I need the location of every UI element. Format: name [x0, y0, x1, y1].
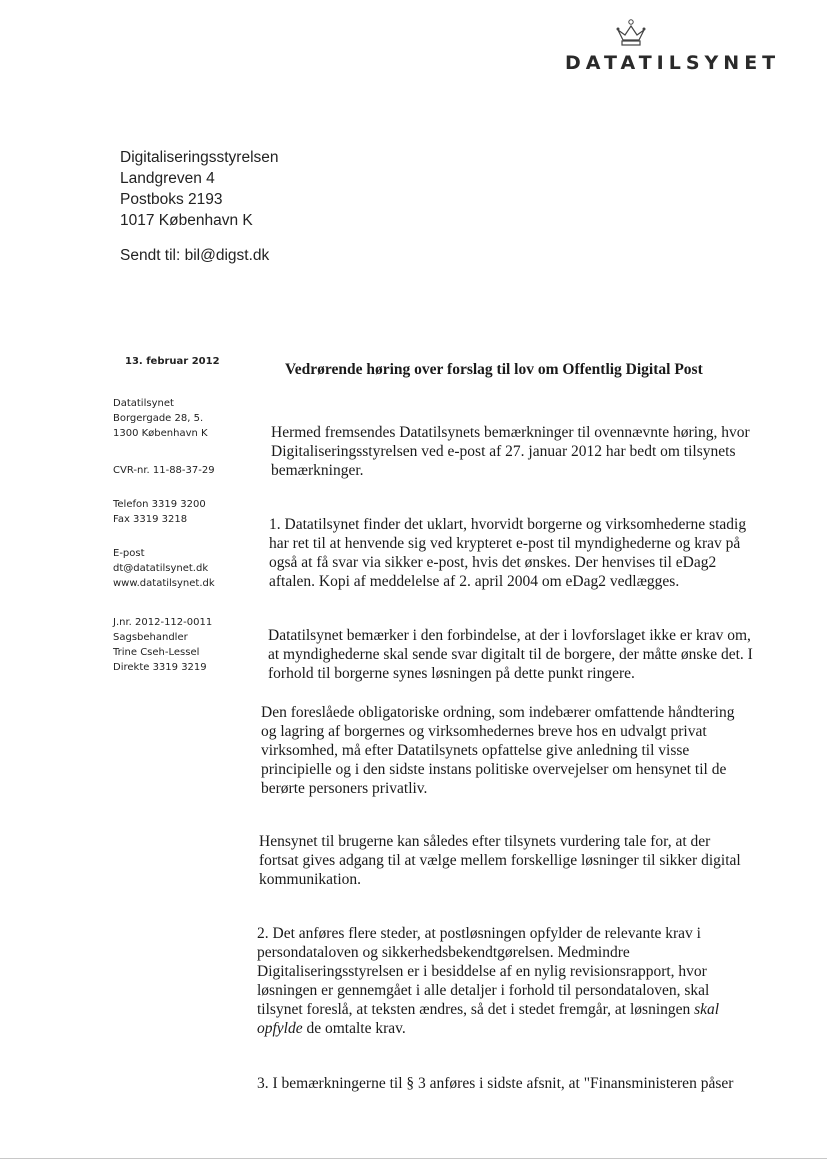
email-block — [113, 546, 215, 591]
caseworker-name: Trine Cseh-Lessel — [113, 647, 200, 658]
email-address: dt@datatilsynet.dk — [113, 563, 209, 574]
text-line: også at få svar via sikker e-post, hvis det ønskes. Der henvises til eDag2 — [269, 554, 717, 571]
text-line: virksomhed, må efter Datatilsynets opfattelse give anledning til visse — [261, 742, 690, 759]
paragraph-intro — [271, 423, 750, 480]
text-line — [257, 1019, 719, 1038]
phone-line: Telefon 3319 3200 — [113, 499, 206, 510]
text-line: kommunikation. — [259, 871, 362, 888]
recipient-line: Postboks 2193 — [120, 191, 223, 208]
text-span: tilsynet foreslå, at teksten ændres, så det i stedet fremgår, at løsningen — [257, 1001, 691, 1018]
fax-line: Fax 3319 3218 — [113, 514, 188, 525]
paragraph-note — [268, 626, 753, 683]
reference-block — [113, 615, 212, 675]
text-line: Den foreslåede obligatoriske ordning, som indebærer omfattende håndtering — [261, 704, 735, 721]
text-line: har ret til at henvende sig ved krypteret e-post til myndighederne og krav på — [269, 535, 741, 552]
letter-date: 13. februar 2012 — [125, 356, 220, 367]
recipient-line: Landgreven 4 — [120, 170, 215, 187]
text-line: bemærkninger. — [271, 462, 364, 479]
paragraph-hensyn — [259, 832, 741, 889]
text-line: at myndighederne skal sende svar digitalt til de borgere, der måtte ønske det. I — [268, 646, 753, 663]
text-line: berørte personers privatliv. — [261, 780, 428, 797]
paragraph-point-3 — [257, 1074, 733, 1093]
sender-line: Borgergade 28, 5. — [113, 413, 204, 424]
text-line: 2. Det anføres flere steder, at postløsningen opfylder de relevante krav i — [257, 925, 701, 942]
direct-phone: Direkte 3319 3219 — [113, 662, 207, 673]
text-line: aftalen. Kopi af meddelelse af 2. april 2004 om eDag2 vedlægges. — [269, 573, 680, 590]
text-line: forhold til borgerne synes løsningen på dette punkt ringere. — [268, 665, 635, 682]
emphasis: skal — [694, 1001, 720, 1018]
text-line: Digitaliseringsstyrelsen ved e-post af 27. januar 2012 har bedt om tilsynets — [271, 443, 736, 460]
caseworker-label: Sagsbehandler — [113, 632, 188, 643]
recipient-address — [120, 147, 279, 231]
text-line: Hermed fremsendes Datatilsynets bemærkninger til ovennævnte høring, hvor — [271, 424, 750, 441]
text-span: de omtalte krav. — [302, 1020, 406, 1037]
text-line: og lagring af borgernes og virksomhedernes breve hos en udvalgt privat — [261, 723, 707, 740]
scan-fold-line — [0, 1158, 827, 1159]
text-line — [257, 1000, 719, 1019]
paragraph-point-1 — [269, 515, 746, 591]
text-line: Hensynet til brugerne kan således efter tilsynets vurdering tale for, at der — [259, 833, 711, 850]
sender-address — [113, 396, 208, 441]
journal-number: J.nr. 2012-112-0011 — [113, 617, 213, 628]
text-line: 1. Datatilsynet finder det uklart, hvorvidt borgerne og virksomhederne stadig — [269, 516, 747, 533]
emphasis: opfylde — [257, 1020, 303, 1037]
brand-logo: DATATILSYNET — [565, 52, 781, 74]
text-line: Datatilsynet bemærker i den forbindelse, at der i lovforslaget ikke er krav om, — [268, 627, 751, 644]
text-line: Digitaliseringsstyrelsen er i besiddelse af en nylig revisionsrapport, hvor — [257, 963, 707, 980]
text-line: 3. I bemærkningerne til § 3 anføres i sidste afsnit, at "Finansministeren påser — [257, 1075, 734, 1092]
recipient-line: Digitaliseringsstyrelsen — [120, 149, 279, 166]
text-line: persondataloven og sikkerhedsbekendtgørelsen. Medmindre — [257, 944, 630, 961]
phone-block — [113, 497, 206, 527]
crown-icon — [614, 18, 648, 48]
text-line: løsningen er gennemgået i alle detaljer i forhold til persondataloven, skal — [257, 982, 710, 999]
cvr-number: CVR-nr. 11-88-37-29 — [113, 465, 215, 476]
sent-to-line: Sendt til: bil@digst.dk — [120, 247, 270, 264]
sender-line: Datatilsynet — [113, 398, 174, 409]
recipient-line: 1017 København K — [120, 212, 253, 229]
paragraph-ordning — [261, 703, 734, 798]
letter-subject: Vedrørende høring over forslag til lov om Offentlig Digital Post — [285, 361, 703, 378]
text-line: fortsat gives adgang til at vælge mellem forskellige løsninger til sikker digital — [259, 852, 741, 869]
website: www.datatilsynet.dk — [113, 578, 215, 589]
email-label: E-post — [113, 548, 145, 559]
paragraph-point-2 — [257, 924, 719, 1038]
text-line: principielle og i den sidste instans politiske overvejelser om hensynet til de — [261, 761, 727, 778]
sender-line: 1300 København K — [113, 428, 208, 439]
